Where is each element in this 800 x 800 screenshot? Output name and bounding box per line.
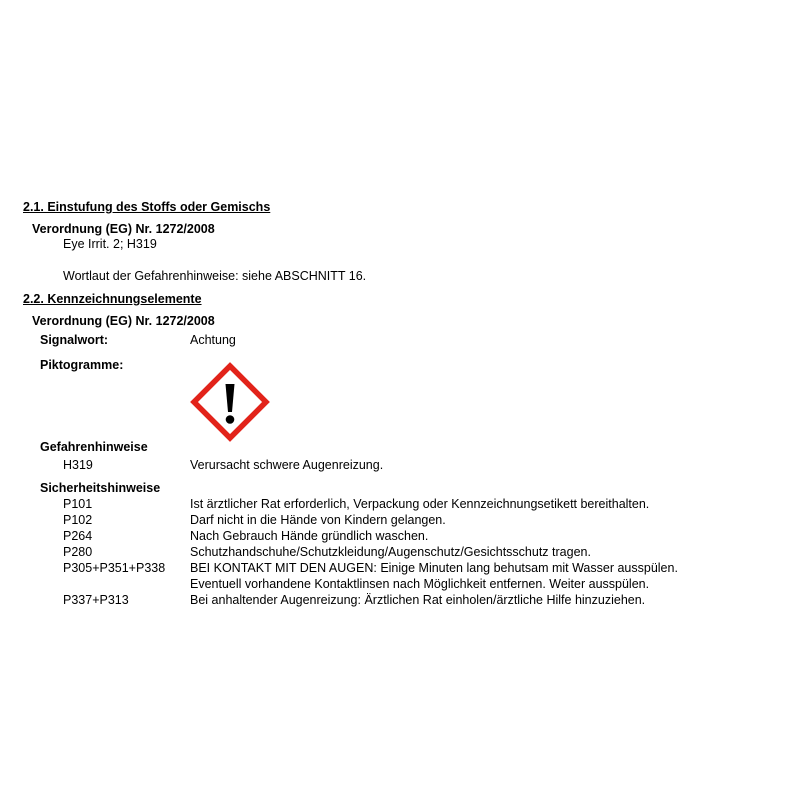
precaution-text: Darf nicht in die Hände von Kindern gelangen.: [190, 513, 446, 527]
section-2-1-heading: 2.1. Einstufung des Stoffs oder Gemischs: [23, 200, 271, 214]
precaution-text: BEI KONTAKT MIT DEN AUGEN: Einige Minuten lang behutsam mit Wasser ausspülen.: [190, 561, 678, 575]
signal-word-value: Achtung: [190, 333, 236, 347]
section-2-2-regulation: Verordnung (EG) Nr. 1272/2008: [32, 314, 215, 328]
hazard-wording-note: Wortlaut der Gefahrenhinweise: siehe ABSCHNITT 16.: [63, 269, 367, 283]
precaution-text: Nach Gebrauch Hände gründlich waschen.: [190, 529, 429, 543]
precaution-code: P101: [63, 497, 93, 511]
signal-word-label: Signalwort:: [40, 333, 109, 347]
precaution-code: P102: [63, 513, 93, 527]
precaution-text: Ist ärztlicher Rat erforderlich, Verpackung oder Kennzeichnungsetikett bereithalten.: [190, 497, 650, 511]
precaution-code: P264: [63, 529, 93, 543]
precaution-text-continued: Eventuell vorhandene Kontaktlinsen nach Möglichkeit entfernen. Weiter ausspülen.: [190, 577, 650, 591]
classification-text: Eye Irrit. 2; H319: [63, 237, 157, 251]
precaution-code: P337+P313: [63, 593, 129, 607]
pictogram-label: Piktogramme:: [40, 358, 124, 372]
precaution-code: P305+P351+P338: [63, 561, 166, 575]
section-2-2-heading: 2.2. Kennzeichnungselemente: [23, 292, 202, 306]
hazard-text: Verursacht schwere Augenreizung.: [190, 458, 384, 472]
precaution-text: Schutzhandschuhe/Schutzkleidung/Augenschutz/Gesichtsschutz tragen.: [190, 545, 591, 559]
precaution-text: Bei anhaltender Augenreizung: Ärztlichen Rat einholen/ärztliche Hilfe hinzuziehen.: [190, 593, 646, 607]
precautionary-statements-heading: Sicherheitshinweise: [40, 481, 161, 495]
precaution-code: P280: [63, 545, 93, 559]
hazard-statements-heading: Gefahrenhinweise: [40, 440, 148, 454]
exclamation-mark-ghs07-icon: [190, 362, 270, 442]
section-2-1-regulation: Verordnung (EG) Nr. 1272/2008: [32, 222, 215, 236]
hazard-code: H319: [63, 458, 93, 472]
